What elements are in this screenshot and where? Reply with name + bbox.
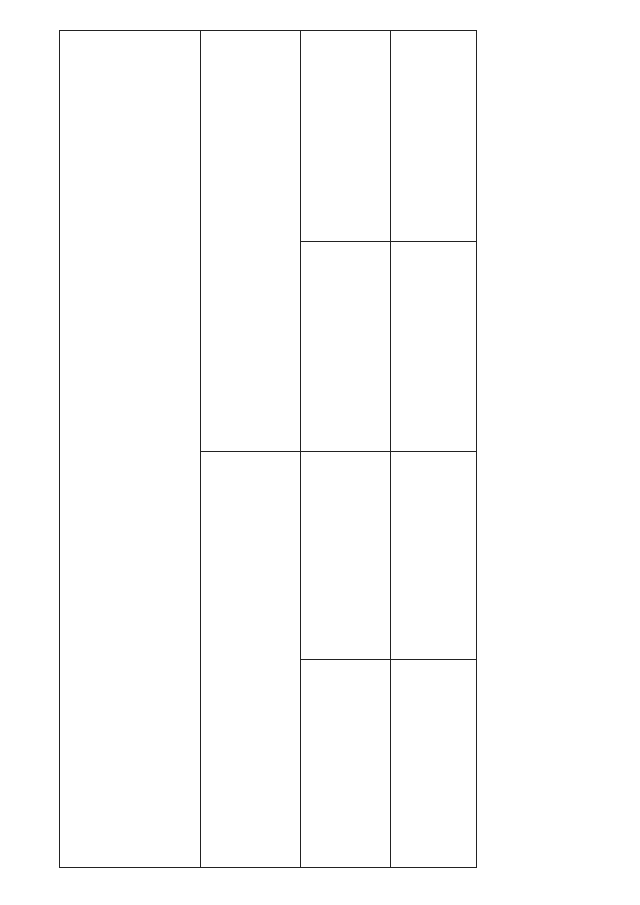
form-block-r8 xyxy=(390,659,476,867)
form-block-r5 xyxy=(300,451,390,659)
form-block-r4 xyxy=(390,241,476,451)
form-block-mid-top xyxy=(200,31,300,451)
form-block-r3 xyxy=(300,241,390,451)
form-block-r1 xyxy=(300,31,390,241)
form-block-r2 xyxy=(390,31,476,241)
form-table xyxy=(59,30,477,868)
form-block-mid-bottom xyxy=(200,451,300,867)
form-block-left xyxy=(60,31,200,867)
form-block-r6 xyxy=(390,451,476,659)
signature-area xyxy=(490,440,620,850)
form-block-r7 xyxy=(300,659,390,867)
